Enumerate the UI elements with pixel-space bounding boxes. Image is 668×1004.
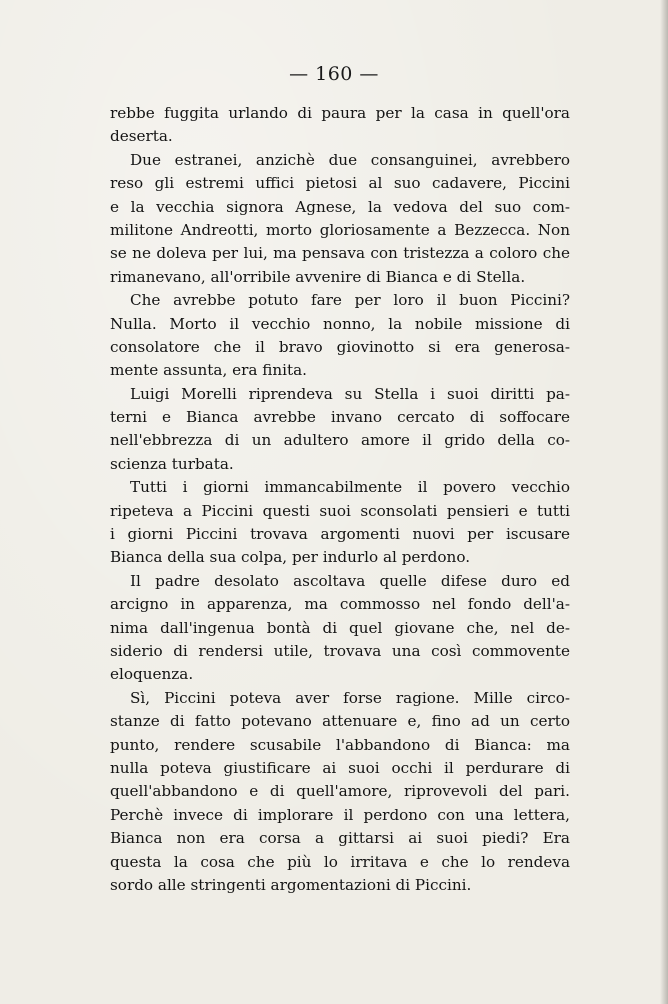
text-line: reso gli estremi uffici pietosi al suo cadavere, Piccini	[110, 174, 570, 193]
text-line: Che avrebbe potuto fare per loro il buon Piccini?	[130, 291, 570, 310]
text-line: questa la cosa che più lo irritava e che lo rendeva	[110, 852, 570, 871]
text-line: Perchè invece di implorare il perdono con una lettera,	[110, 805, 570, 824]
body-text	[110, 102, 570, 897]
text-line: nulla poteva giustificare ai suoi occhi il perdurare di	[110, 758, 570, 777]
text-line: se ne doleva per lui, ma pensava con tristezza a coloro che	[110, 244, 570, 263]
text-line: deserta.	[110, 127, 173, 146]
text-line: militone Andreotti, morto gloriosamente a Bezzecca. Non	[110, 220, 570, 239]
text-line: rebbe fuggita urlando di paura per la casa in quell'ora	[110, 104, 570, 122]
text-line: ripeteva a Piccini questi suoi sconsolati pensieri e tutti	[110, 501, 570, 520]
text-line: nima dall'ingenua bontà di quel giovane che, nel de-	[110, 618, 570, 637]
text-line: scienza turbata.	[110, 454, 234, 473]
text-line: nell'ebbrezza di un adultero amore il grido della co-	[110, 431, 570, 450]
page-edge-shadow	[660, 0, 668, 1004]
text-line: siderio di rendersi utile, trovava una così commovente	[110, 641, 570, 660]
text-line: Nulla. Morto il vecchio nonno, la nobile missione di	[110, 314, 570, 333]
text-line: Bianca della sua colpa, per indurlo al perdono.	[110, 548, 471, 567]
text-line: e la vecchia signora Agnese, la vedova del suo com-	[110, 197, 570, 216]
text-line: mente assunta, era finita.	[110, 361, 307, 380]
text-line: eloquenza.	[110, 665, 194, 684]
text-line: Bianca non era corsa a gittarsi ai suoi piedi? Era	[110, 829, 570, 848]
text-line: terni e Bianca avrebbe invano cercato di soffocare	[110, 408, 570, 427]
text-line: Sì, Piccini poteva aver forse ragione. Mille circo-	[130, 688, 570, 707]
page-number: — 160 —	[289, 63, 379, 85]
text-line: sordo alle stringenti argomentazioni di Piccini.	[110, 875, 472, 894]
text-line: stanze di fatto potevano attenuare e, fino ad un certo	[110, 712, 570, 731]
text-line: punto, rendere scusabile l'abbandono di Bianca: ma	[110, 735, 570, 754]
text-line: Il padre desolato ascoltava quelle difese duro ed	[130, 571, 570, 590]
text-line: Luigi Morelli riprendeva su Stella i suoi diritti pa-	[130, 384, 570, 403]
text-line: Tutti i giorni immancabilmente il povero vecchio	[130, 478, 570, 497]
text-line: consolatore che il bravo giovinotto si era generosa-	[110, 337, 570, 356]
text-line: i giorni Piccini trovava argomenti nuovi per iscusare	[110, 525, 570, 544]
text-line: rimanevano, all'orribile avvenire di Bianca e di Stella.	[110, 267, 526, 286]
text-line: quell'abbandono e di quell'amore, riprovevoli del pari.	[110, 782, 570, 801]
text-line: arcigno in apparenza, ma commosso nel fondo dell'a-	[110, 595, 570, 614]
text-line: Due estranei, anzichè due consanguinei, avrebbero	[130, 150, 570, 169]
